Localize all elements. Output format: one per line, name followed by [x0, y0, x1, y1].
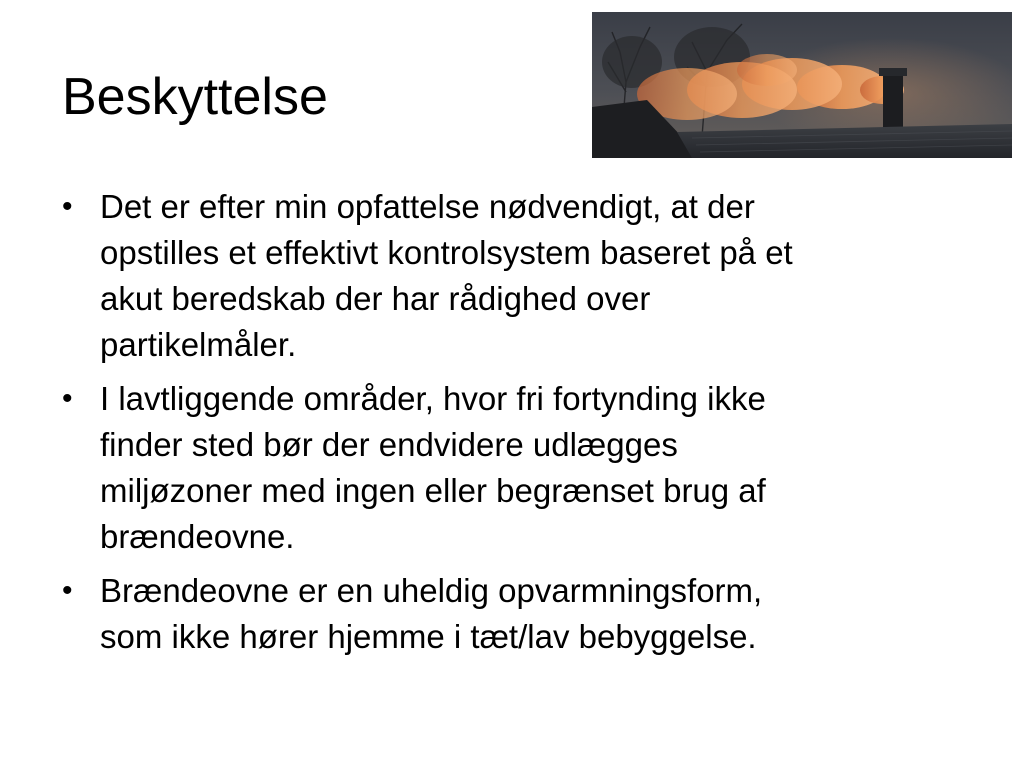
slide-title: Beskyttelse	[62, 68, 328, 126]
bullet-line: partikelmåler.	[100, 326, 297, 363]
bullet-item	[62, 376, 962, 560]
bullet-list	[62, 184, 962, 668]
bullet-line: miljøzoner med ingen eller begrænset brug af	[100, 472, 766, 509]
bullet-item	[62, 568, 962, 660]
bullet-marker: •	[62, 190, 73, 223]
bullet-line: Brændeovne er en uheldig opvarmningsform,	[100, 572, 763, 609]
bullet-marker: •	[62, 382, 73, 415]
bullet-line: akut beredskab der har rådighed over	[100, 280, 651, 317]
bullet-line: brændeovne.	[100, 518, 295, 555]
bullet-line: finder sted bør der endvidere udlægges	[100, 426, 678, 463]
chimney-smoke-photo	[592, 12, 1012, 158]
bullet-item	[62, 184, 962, 368]
bullet-line: I lavtliggende områder, hvor fri fortynding ikke	[100, 380, 766, 417]
bullet-line: opstilles et effektivt kontrolsystem baseret på et	[100, 234, 793, 271]
bullet-line: Det er efter min opfattelse nødvendigt, at der	[100, 188, 755, 225]
bullet-marker: •	[62, 574, 73, 607]
bullet-line: som ikke hører hjemme i tæt/lav bebyggelse.	[100, 618, 757, 655]
